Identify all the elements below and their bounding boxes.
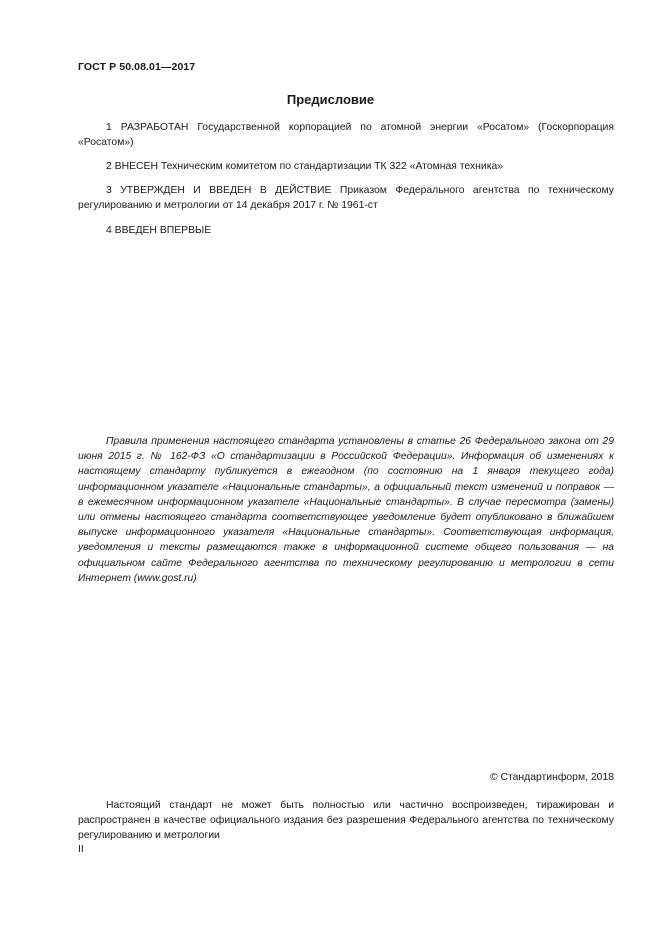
foreword-item-approved — [78, 183, 614, 213]
application-rules-note — [78, 434, 614, 586]
page-title: Предисловие — [286, 92, 375, 107]
foreword-item-text: 1 РАЗРАБОТАН Государственной корпорацией по атомной энергии «Росатом» (Госкорпорация «Росатом») — [78, 122, 614, 148]
foreword-item-submitted — [78, 159, 614, 174]
note-text: Правила применения настоящего стандарта установлены в статье 26 Федерального закона от 29 июня 2015 г. № 162-ФЗ «О стандартизации в Российской Федерации». Информация об изменениях к настоящему стандарту публикуется в ежегодном (по состоянию на 1 января текущего года) информационном указателе «Национальные стандарты», а официальный текст изменений и поправок — в ежемесячном информационном указателе «Национальные стандарты». В случае пересмотра (замены) или отмены настоящего стандарта соответствующее уведомление будет опубликовано в ближайшем выпуске информационного указателя «Национальные стандарты». Соответствующая информация, уведомления и тексты размещаются также в информационной системе общего пользования — на официальном сайте Федерального агентства по техническому регулированию и метрологии в сети Интернет (www.gost.ru) — [78, 436, 614, 584]
foreword-item-text: 3 УТВЕРЖДЕН И ВВЕДЕН В ДЕЙСТВИЕ Приказом Федерального агентства по техническому регулированию и метрологии от 14 декабря 2017 г. № 1961-ст — [78, 185, 614, 211]
foreword-item-developed — [78, 120, 614, 150]
reproduction-notice-text: Настоящий стандарт не может быть полностью или частично воспроизведен, тиражирован и распространен в качестве официального издания без разрешения Федерального агентства по техническому регулированию и метрологии — [78, 800, 614, 841]
reproduction-notice — [78, 798, 614, 843]
page-number: II — [78, 844, 84, 855]
foreword-item-text: 2 ВНЕСЕН Техническим комитетом по стандартизации ТК 322 «Атомная техника» — [106, 161, 504, 172]
document-code-header: ГОСТ Р 50.08.01—2017 — [78, 61, 196, 73]
copyright-line: © Стандартинформ, 2018 — [489, 772, 614, 783]
foreword-item-introduced — [78, 223, 614, 238]
foreword-item-text: 4 ВВЕДЕН ВПЕРВЫЕ — [106, 225, 212, 236]
